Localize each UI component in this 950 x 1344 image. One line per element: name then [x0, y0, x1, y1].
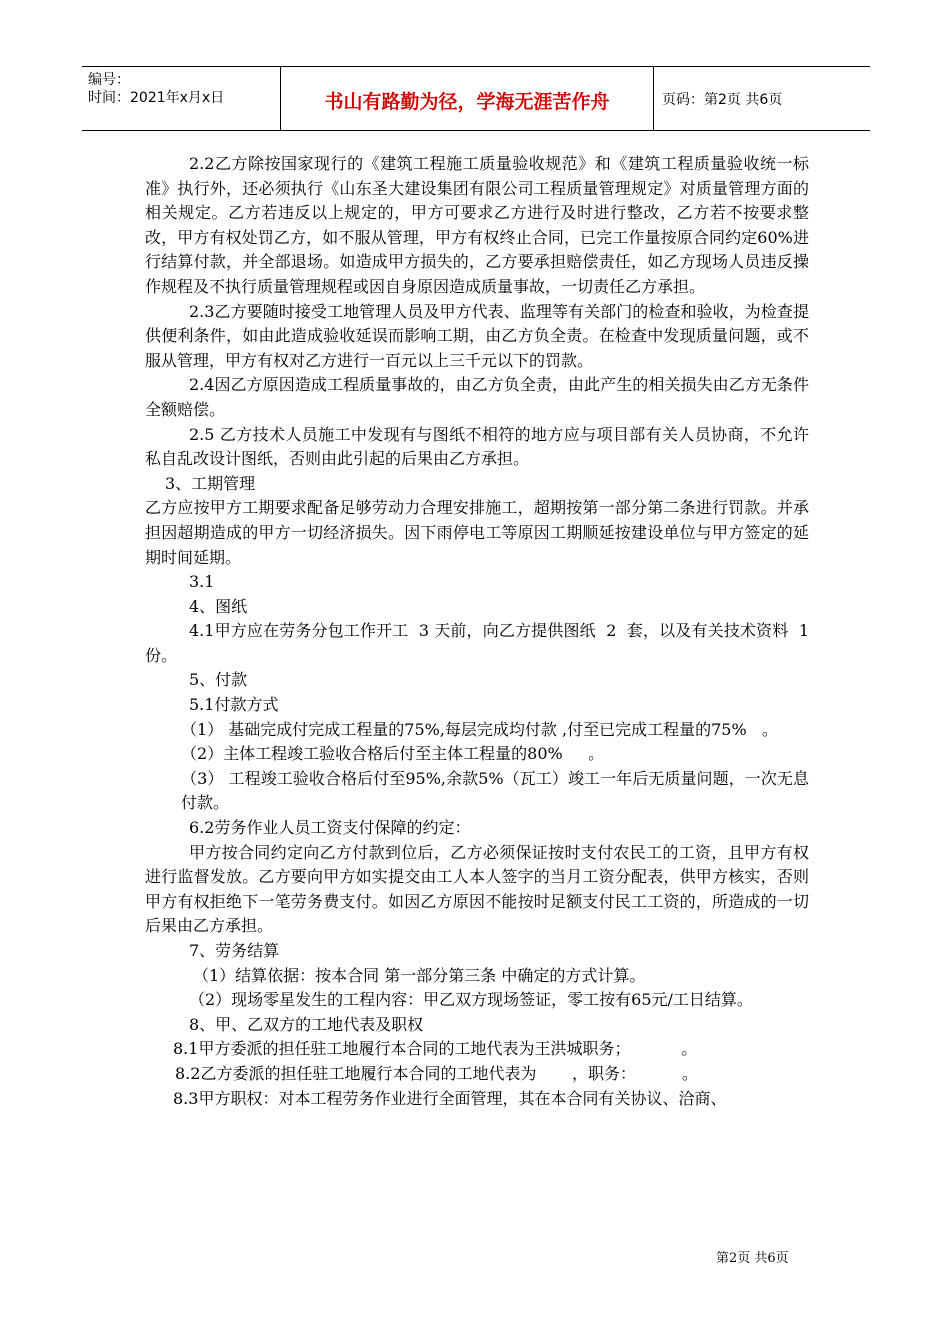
- paragraph: 2.4因乙方原因造成工程质量事故的，由乙方负全责，由此产生的相关损失由乙方无条件全额赔偿。: [145, 375, 809, 419]
- header-motto-cell: [280, 67, 654, 130]
- paragraph: 3.1: [189, 572, 215, 592]
- paragraph: 8.3甲方职权：对本工程劳务作业进行全面管理，其在本合同有关协议、洽商、: [173, 1088, 727, 1108]
- header-meta: [82, 67, 280, 130]
- paragraph: 2.2乙方除按国家现行的《建筑工程施工质量验收规范》和《建筑工程质量验收统一标准》执行外，还必须执行《山东圣大建设集团有限公司工程质量管理规定》对质量管理方面的相关规定。乙方若违反以上规定的，甲方可要求乙方进行及时进行整改，乙方若不按要求整改，甲方有权处罚乙方，如不服从管理，甲方有权终止合同，已完工作量按原合同约定60%进行结算付款，并全部退场。如造成甲方损失的，乙方要承担赔偿责任，如乙方现场人员违反操作规程及不执行质量管理规程或因自身原因造成质量事故，一切责任乙方承担。: [145, 154, 809, 296]
- paragraph: 2.3乙方要随时接受工地管理人员及甲方代表、监理等有关部门的检查和验收，为检查提供便利条件，如由此造成验收延误而影响工期，由乙方负全责。在检查中发现质量问题，或不服从管理，甲方有权对乙方进行一百元以上三千元以下的罚款。: [145, 301, 809, 370]
- paragraph: 6.2劳务作业人员工资支付保障的约定：: [189, 818, 471, 838]
- doc-number-label: 编号：: [88, 72, 130, 88]
- paragraph: （2）主体工程竣工验收合格后付至主体工程量的80% 。: [181, 744, 605, 764]
- header-motto: 书山有路勤为径，学海无涯苦作舟: [324, 91, 610, 113]
- paragraph: 3、工期管理: [165, 473, 256, 493]
- paragraph: 2.5 乙方技术人员施工中发现有与图纸不相符的地方应与项目部有关人员协商，不允许私自乱改设计图纸，否则由此引起的后果由乙方承担。: [145, 424, 809, 469]
- paragraph: 5、付款: [189, 670, 248, 690]
- paragraph: 8、甲、乙双方的工地代表及职权: [189, 1014, 424, 1034]
- paragraph: 4.1甲方应在劳务分包工作开工 3 天前，向乙方提供图纸 2 套，以及有关技术资料 1 份。: [145, 621, 820, 665]
- paragraph: 7、劳务结算: [189, 941, 280, 960]
- paragraph: 4、图纸: [189, 596, 248, 616]
- footer-page-label: 第2页 共6页: [716, 1251, 789, 1266]
- paragraph: （3） 工程竣工验收合格后付至95%,余款5%（瓦工）竣工一年后无质量问题，一次无息付款。: [181, 768, 809, 813]
- paragraph: 乙方应按甲方工期要求配备足够劳动力合理安排施工，超期按第一部分第二条进行罚款。并承担因超期造成的甲方一切经济损失。因下雨停电工等原因工期顺延按建设单位与甲方签定的延期时间延期。: [145, 498, 809, 567]
- header-page-label: 页码：第2页 共6页: [662, 92, 783, 108]
- page-header: [82, 66, 870, 131]
- paragraph: 8.2乙方委派的担任驻工地履行本合同的工地代表为 ，职务： 。: [175, 1063, 698, 1083]
- paragraph: 5.1付款方式: [189, 695, 279, 715]
- paragraph: （1） 基础完成付完成工程量的75%,每层完成均付款 ,付至已完成工程量的75% 。: [181, 719, 778, 739]
- date-line: 时间：2021年x月x日: [88, 90, 225, 106]
- paragraph: 甲方按合同约定向乙方付款到位后，乙方必须保证按时支付农民工的工资，且甲方有权进行监督发放。乙方要向甲方如实提交由工人本人签字的当月工资分配表，供甲方核实，否则甲方有权拒绝下一笔劳务费支付。如因乙方原因不能按时足额支付民工工资的，所造成的一切后果由乙方承担。: [145, 842, 809, 936]
- paragraph: 8.1甲方委派的担任驻工地履行本合同的工地代表为王洪城职务； 。: [173, 1039, 698, 1059]
- paragraph: （1）结算依据：按本合同 第一部分第三条 中确定的方式计算。: [193, 965, 646, 985]
- paragraph: （2）现场零星发生的工程内容：甲乙双方现场签证，零工按有65元/工日结算。: [189, 990, 753, 1010]
- document-body: [145, 152, 820, 1111]
